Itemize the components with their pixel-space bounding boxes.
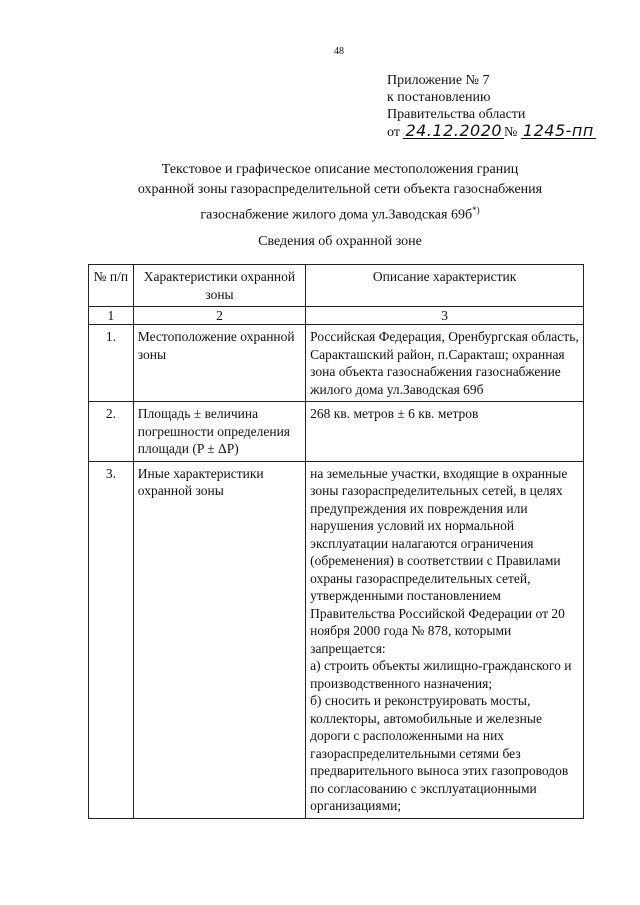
row-description: Российская Федерация, Оренбургская область, Саракташский район, п.Саракташ; охранная зона объекта газоснабжения газоснабжение жилого дома ул.Заводская 69б xyxy=(306,325,584,402)
title-line-2: охранной зоны газораспределительной сети объекта газоснабжения xyxy=(137,182,543,197)
title-line-3 xyxy=(70,200,610,226)
row-description-intro: на земельные участки, входящие в охранные зоны газораспределительных сетей, в целях предупреждения их повреждения или нарушения условий их нормальной эксплуатации налагаются ограничения (обременения) в соответствии с Правилами охраны газораспределительных сетей, утвержденными постановлением Правительства Российской Федерации от 20 ноября 2000 года № 878, которыми запрещается: xyxy=(310,465,568,656)
row-description xyxy=(306,461,584,818)
title-line-3-text: газоснабжение жилого дома ул.Заводская 69б xyxy=(200,207,473,223)
column-number-1: 1 xyxy=(89,307,134,325)
appendix-line-2: к постановлению xyxy=(387,90,491,105)
column-number-2: 2 xyxy=(133,307,305,325)
protection-zone-table xyxy=(88,264,584,819)
table-row xyxy=(89,402,584,462)
row-description-item-a: а) строить объекты жилищно-гражданского и производственного назначения; xyxy=(310,658,572,691)
section-subtitle: Сведения об охранной зоне xyxy=(258,234,422,249)
header-cell-characteristic: Характеристики охранной зоны xyxy=(133,265,305,307)
table-header-row xyxy=(89,265,584,307)
appendix-line-3: Правительства области xyxy=(387,107,526,122)
header-cell-number: № п/п xyxy=(89,265,134,307)
appendix-number: 1245-пп xyxy=(522,121,594,140)
row-characteristic: Площадь ± величина погрешности определения площади (P ± ΔP) xyxy=(133,402,305,462)
appendix-number-sign: № xyxy=(504,125,518,140)
table-row xyxy=(89,461,584,818)
header-cell-description: Описание характеристик xyxy=(306,265,584,307)
row-description: 268 кв. метров ± 6 кв. метров xyxy=(306,402,584,462)
row-characteristic: Местоположение охранной зоны xyxy=(133,325,305,402)
appendix-block xyxy=(387,72,596,141)
title-footnote-mark: *) xyxy=(472,205,480,215)
title-line-1: Текстовое и графическое описание местоположения границ xyxy=(161,162,519,177)
appendix-line-4 xyxy=(387,123,596,141)
row-description-item-b: б) сносить и реконструировать мосты, коллекторы, автомобильные и железные дороги с расположенными на них газораспределительными сетями без предварительного выноса этих газопроводов по согласованию с эксплуатационными организациями; xyxy=(310,693,569,813)
table-row xyxy=(89,325,584,402)
appendix-date: 24.12.2020 xyxy=(405,121,503,140)
row-number: 2. xyxy=(89,402,134,462)
appendix-date-prefix: от xyxy=(387,125,400,140)
row-characteristic: Иные характеристики охранной зоны xyxy=(133,461,305,818)
table-column-number-row xyxy=(89,307,584,325)
column-number-3: 3 xyxy=(306,307,584,325)
row-number: 1. xyxy=(89,325,134,402)
appendix-line-1: Приложение № 7 xyxy=(387,73,490,88)
row-number: 3. xyxy=(89,461,134,818)
page-number: 48 xyxy=(334,46,344,57)
document-title xyxy=(70,160,610,226)
